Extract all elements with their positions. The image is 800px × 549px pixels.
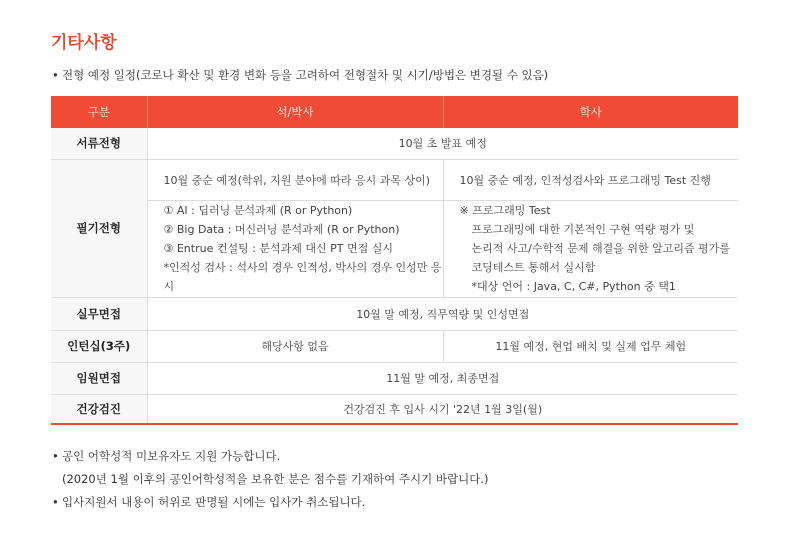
row-label-written: 필기전형 — [51, 159, 147, 297]
footnote-language: • 공인 어학성적 미보유자도 지원 가능합니다. — [52, 449, 281, 463]
list-item: *대상 언어 : Java, C, C#, Python 중 택1 — [471, 280, 676, 293]
written-bachelor-details — [443, 200, 738, 297]
table-row — [51, 394, 738, 424]
section-title: 기타사항 — [51, 33, 117, 53]
intern-graduate-value: 해당사항 없음 — [147, 330, 443, 362]
table-row — [51, 297, 738, 330]
intern-bachelor-value: 11월 예정, 현업 배치 및 실제 업무 체험 — [443, 330, 738, 362]
practical-value: 10월 말 예정, 직무역량 및 인성면접 — [147, 297, 738, 330]
schedule-note: • 전형 예정 일정(코로나 확산 및 환경 변화 등을 고려하여 전형절차 및 시기/방법은 변경될 수 있음) — [52, 68, 549, 82]
table-row — [51, 200, 738, 297]
docs-value: 10월 초 발표 예정 — [147, 128, 738, 159]
row-label-intern: 인턴십(3주) — [51, 330, 147, 362]
table-row — [51, 330, 738, 362]
health-value: 건강검진 후 입사 시기 '22년 1월 3일(월) — [147, 394, 738, 424]
header-bachelor: 학사 — [443, 96, 738, 128]
written-graduate-summary: 10월 중순 예정(학위, 지원 분야에 따라 응시 과목 상이) — [147, 159, 443, 200]
list-item: 프로그래밍에 대한 기본적인 구현 역량 평가 및 — [471, 223, 695, 236]
list-item: *인적성 검사 : 석사의 경우 인적성, 박사의 경우 인성만 응시 — [163, 261, 442, 293]
table-row — [51, 159, 738, 200]
written-graduate-details — [147, 200, 443, 297]
table-header-row — [51, 96, 738, 128]
list-item: ② Big Data : 머신러닝 분석과제 (R or Python) — [163, 223, 400, 236]
row-label-exec: 임원면접 — [51, 362, 147, 394]
schedule-table — [51, 96, 738, 425]
row-label-docs: 서류전형 — [51, 128, 147, 159]
table-row — [51, 362, 738, 394]
list-item: 코딩테스트 통해서 실시함 — [471, 261, 596, 274]
footnote-false-info: • 입사지원서 내용이 허위로 판명될 시에는 입사가 취소됩니다. — [52, 495, 366, 509]
row-label-practical: 실무면접 — [51, 297, 147, 330]
header-category: 구분 — [51, 96, 147, 128]
list-item: ① AI : 딥러닝 분석과제 (R or Python) — [163, 204, 353, 217]
header-graduate: 석/박사 — [147, 96, 443, 128]
list-item: ※ 프로그래밍 Test — [459, 204, 551, 217]
exec-value: 11월 말 예정, 최종면접 — [147, 362, 738, 394]
list-item: ③ Entrue 컨설팅 : 분석과제 대신 PT 면접 실시 — [163, 242, 394, 255]
written-bachelor-summary: 10월 중순 예정, 인적성검사와 프로그래밍 Test 진행 — [443, 159, 738, 200]
table-row — [51, 128, 738, 159]
row-label-health: 건강검진 — [51, 394, 147, 424]
footnote-language-detail: (2020년 1월 이후의 공인어학성적을 보유한 분은 점수를 기재하여 주시기 바랍니다.) — [62, 472, 489, 486]
list-item: 논리적 사고/수학적 문제 해결을 위한 알고리즘 평가를 — [471, 242, 730, 255]
